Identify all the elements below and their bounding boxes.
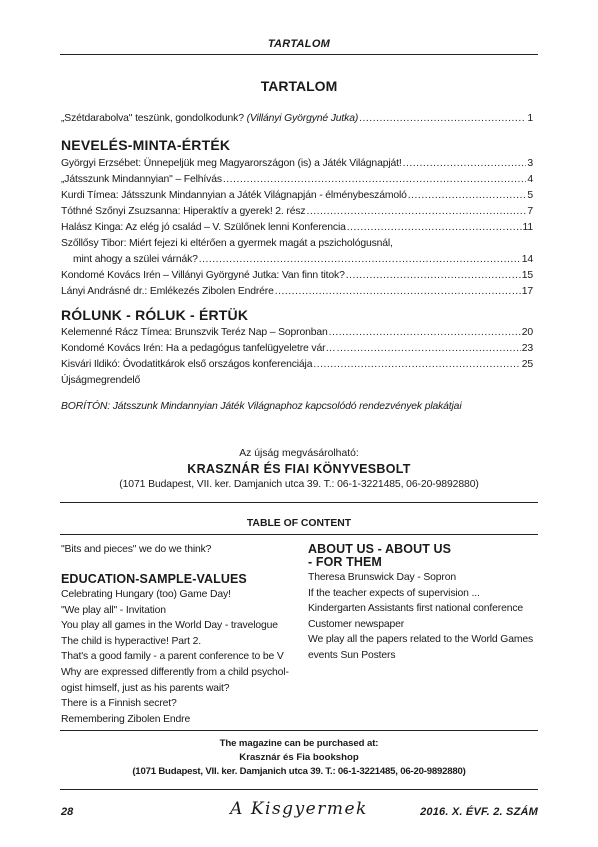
purchase-intro-hu: Az újság megvásárolható:: [239, 448, 359, 459]
toc-entry-page: 23: [521, 343, 533, 354]
section-title-neveles: NEVELÉS-MINTA-ÉRTÉK: [61, 137, 231, 153]
toc-entry-text: „Szétdarabolva" teszünk, gondolkodunk?: [61, 113, 247, 124]
bookshop-address-en: (1071 Budapest, VII. ker. Damjanich utca 39. T.: 06-1-3221485, 06-20-9892880): [132, 766, 466, 777]
footer-rule: [60, 789, 538, 790]
toc-entry-page: 4: [527, 174, 533, 185]
toc-en-item[interactable]: If the teacher expects of supervision ...: [308, 587, 480, 599]
toc-en-item[interactable]: There is a Finnish secret?: [61, 698, 177, 710]
toc-en-item[interactable]: Why are expressed differently from a child psychol-: [61, 666, 289, 678]
toc-en-right-section-title: ABOUT US - ABOUT US: [308, 542, 452, 556]
toc-entry-page: 14: [521, 254, 533, 265]
toc-entry[interactable]: [61, 235, 533, 250]
bookshop-name-hu: KRASZNÁR ÉS FIAI KÖNYVESBOLT: [187, 462, 411, 476]
toc-en-item[interactable]: "We play all" - Invitation: [61, 604, 166, 616]
toc-en-right-section-title-2: - FOR THEM: [308, 555, 382, 569]
toc-en-item[interactable]: Remembering Zibolen Endre: [61, 713, 191, 725]
toc-entry-text: Szőllősy Tibor: Miért fejezi ki eltérően a gyermek magát a pszichológusnál,: [61, 238, 393, 249]
toc-en-title: TABLE OF CONTENT: [246, 518, 352, 529]
dot-leader: [347, 221, 522, 234]
toc-en-right-list: [308, 570, 533, 664]
toc-en-item[interactable]: Customer newspaper: [308, 618, 405, 630]
dot-leader: [359, 112, 526, 125]
toc-entry-page: 1: [527, 113, 533, 124]
toc-entry-text: Halász Kinga: Az elég jó család – V. Szülőnek lenni Konferencia: [61, 222, 346, 233]
toc-entry-text: Lányi Andrásné dr.: Emlékezés Zibolen Endrére: [61, 286, 274, 297]
toc-entry[interactable]: [61, 203, 533, 218]
dot-leader: [337, 342, 521, 355]
bookshop-address-hu: (1071 Budapest, VII. ker. Damjanich utca 39. T.: 06-1-3221485, 06-20-9892880): [119, 479, 479, 490]
toc-en-item[interactable]: That's a good family - a parent conference to be V: [61, 651, 284, 663]
toc-entry-text: Kelemenné Rácz Tímea: Brunszvik Teréz Nap – Sopronban: [61, 327, 328, 338]
toc-en-item[interactable]: events Sun Posters: [308, 649, 396, 661]
dot-leader: [346, 269, 521, 282]
cover-note: BORÍTÓN: Játsszunk Mindannyian Játék Világnaphoz kapcsolódó rendezvények plakátjai: [61, 401, 462, 412]
toc-en-left-list: [61, 587, 289, 727]
toc-entry-text: mint ahogy a szülei várnák?: [73, 254, 198, 265]
toc-entry-text: Kondomé Kovács Irén – Villányi Györgyné Jutka: Van finn titok?: [61, 270, 345, 281]
divider: [60, 534, 538, 535]
toc-entry[interactable]: [61, 356, 533, 371]
toc-entry-intro[interactable]: [61, 110, 533, 125]
dot-leader: [275, 285, 521, 298]
magazine-name: A Kisgyermek: [230, 799, 368, 819]
toc-en-item[interactable]: We play all the papers related to the World Games: [308, 634, 534, 646]
toc-en-left-section-title: EDUCATION-SAMPLE-VALUES: [61, 572, 247, 586]
toc-entry-page: 25: [521, 359, 533, 370]
toc-entry-text: Tóthné Szőnyi Zsuzsanna: Hiperaktív a gyerek! 2. rész: [61, 206, 306, 217]
toc-en-item[interactable]: You play all games in the World Day - travelogue: [61, 620, 278, 632]
toc-entry-page: 15: [521, 270, 533, 281]
section-title-rolunk: RÓLUNK - RÓLUK - ÉRTÜK: [61, 307, 249, 323]
toc-en-item[interactable]: Theresa Brunswick Day - Sopron: [308, 572, 456, 583]
toc-entry-page: 7: [527, 206, 533, 217]
dot-leader: [223, 173, 526, 186]
dot-leader: [313, 358, 520, 371]
toc-entry-text: Györgyi Erzsébet: Ünnepeljük meg Magyarországon (is) a Játék Világnapját!: [61, 158, 402, 169]
toc-entry-page: 11: [522, 222, 533, 233]
bookshop-name-en: Krasznár és Fia bookshop: [239, 752, 359, 763]
toc-entry-text: „Játsszunk Mindannyian" – Felhívás: [61, 174, 222, 185]
purchase-intro-en: The magazine can be purchased at:: [219, 738, 379, 749]
dot-leader: [408, 189, 527, 202]
toc-entry[interactable]: [61, 155, 533, 170]
toc-en-item[interactable]: Kindergarten Assistants first national conference: [308, 603, 524, 615]
toc-entry-text: Kurdi Tímea: Játsszunk Mindannyian a Játék Világnapján - élménybeszámoló: [61, 190, 407, 201]
toc-entry[interactable]: [61, 340, 533, 355]
toc-entry-text: Újságmegrendelő: [61, 375, 141, 386]
toc-entry-continuation[interactable]: [73, 251, 533, 266]
toc-entry[interactable]: [61, 283, 533, 298]
toc-en-item[interactable]: Celebrating Hungary (too) Game Day!: [61, 589, 231, 600]
toc-entry-text: Kisvári Ildikó: Óvodatitkárok első országos konferenciája: [61, 359, 313, 370]
header-rule: [60, 54, 538, 55]
dot-leader: [306, 205, 526, 218]
page-number: 28: [61, 806, 74, 818]
dot-leader: [199, 253, 521, 266]
issue-info: 2016. X. ÉVF. 2. SZÁM: [420, 806, 538, 818]
toc-entry[interactable]: [61, 372, 533, 387]
toc-entry[interactable]: [61, 267, 533, 282]
dot-leader: [329, 326, 521, 339]
toc-en-item[interactable]: ogist himself, just as his parents wait?: [61, 682, 230, 694]
toc-entry-page: 3: [527, 158, 533, 169]
toc-entry[interactable]: [61, 324, 533, 339]
toc-entry-page: 17: [521, 286, 533, 297]
divider: [60, 730, 538, 731]
toc-title: TARTALOM: [260, 78, 338, 94]
toc-entry-page: 5: [527, 190, 533, 201]
toc-en-left-intro[interactable]: "Bits and pieces" we do we think?: [61, 544, 212, 555]
divider: [60, 502, 538, 503]
toc-entry-text: Kondomé Kovács Irén: Ha a pedagógus tanfelügyeletre vár…: [61, 343, 336, 354]
running-header: TARTALOM: [267, 38, 331, 50]
toc-entry[interactable]: [61, 219, 533, 234]
dot-leader: [403, 157, 527, 170]
toc-entry[interactable]: [61, 171, 533, 186]
toc-en-item[interactable]: The child is hyperactive! Part 2.: [61, 635, 202, 647]
toc-entry-page: 20: [521, 327, 533, 338]
toc-entry[interactable]: [61, 187, 533, 202]
toc-entry-author: (Villányi Györgyné Jutka): [246, 113, 359, 124]
